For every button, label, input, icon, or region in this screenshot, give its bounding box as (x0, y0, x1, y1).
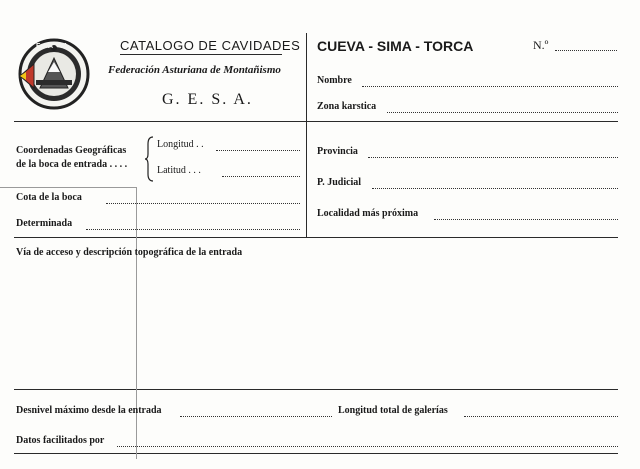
localidad-label: Localidad más próxima (317, 208, 419, 219)
determinada-field[interactable] (86, 229, 300, 230)
provincia-label: Provincia (317, 146, 358, 157)
via-acceso-area[interactable] (14, 262, 618, 386)
judicial-label: P. Judicial (317, 177, 362, 188)
provincia-field[interactable] (368, 157, 618, 158)
brace-icon (144, 136, 154, 182)
via-acceso-label: Vía de acceso y descripción topográfica de la entrada (16, 247, 243, 258)
number-field[interactable] (555, 50, 617, 51)
longitud-total-label: Longitud total de galerías (338, 405, 448, 416)
nombre-field[interactable] (362, 86, 618, 87)
latitud-label: Latitud . . . (157, 165, 201, 176)
determinada-label: Determinada (16, 218, 73, 229)
nombre-label: Nombre (317, 75, 352, 86)
desnivel-label: Desnivel máximo desde la entrada (16, 405, 162, 416)
localidad-field[interactable] (434, 219, 618, 220)
zona-karstica-label: Zona karstica (317, 101, 377, 112)
cota-label: Cota de la boca (16, 192, 82, 203)
datos-label: Datos facilitados por (16, 435, 105, 446)
number-label: N.º (533, 38, 549, 52)
datos-field[interactable] (117, 446, 618, 447)
zona-karstica-field[interactable] (387, 112, 618, 113)
catalog-title: CATALOGO DE CAVIDADES (120, 38, 301, 53)
guide-line-horizontal (0, 187, 137, 188)
longitud-total-field[interactable] (464, 416, 618, 417)
longitud-label: Longitud . . (157, 139, 204, 150)
federation-name: Federación Asturiana de Montañismo (108, 64, 281, 76)
group-name: G. E. S. A. (162, 91, 253, 108)
logo-letters: F A M (36, 43, 70, 50)
coordenadas-label: Coordenadas Geográficas (16, 145, 127, 156)
boca-entrada-label: de la boca de entrada . . . . (16, 159, 128, 170)
card-type-title: CUEVA - SIMA - TORCA (317, 38, 474, 54)
desnivel-field[interactable] (180, 416, 332, 417)
judicial-field[interactable] (372, 188, 618, 189)
cota-field[interactable] (106, 203, 300, 204)
longitud-field[interactable] (216, 150, 300, 151)
latitud-field[interactable] (222, 176, 300, 177)
